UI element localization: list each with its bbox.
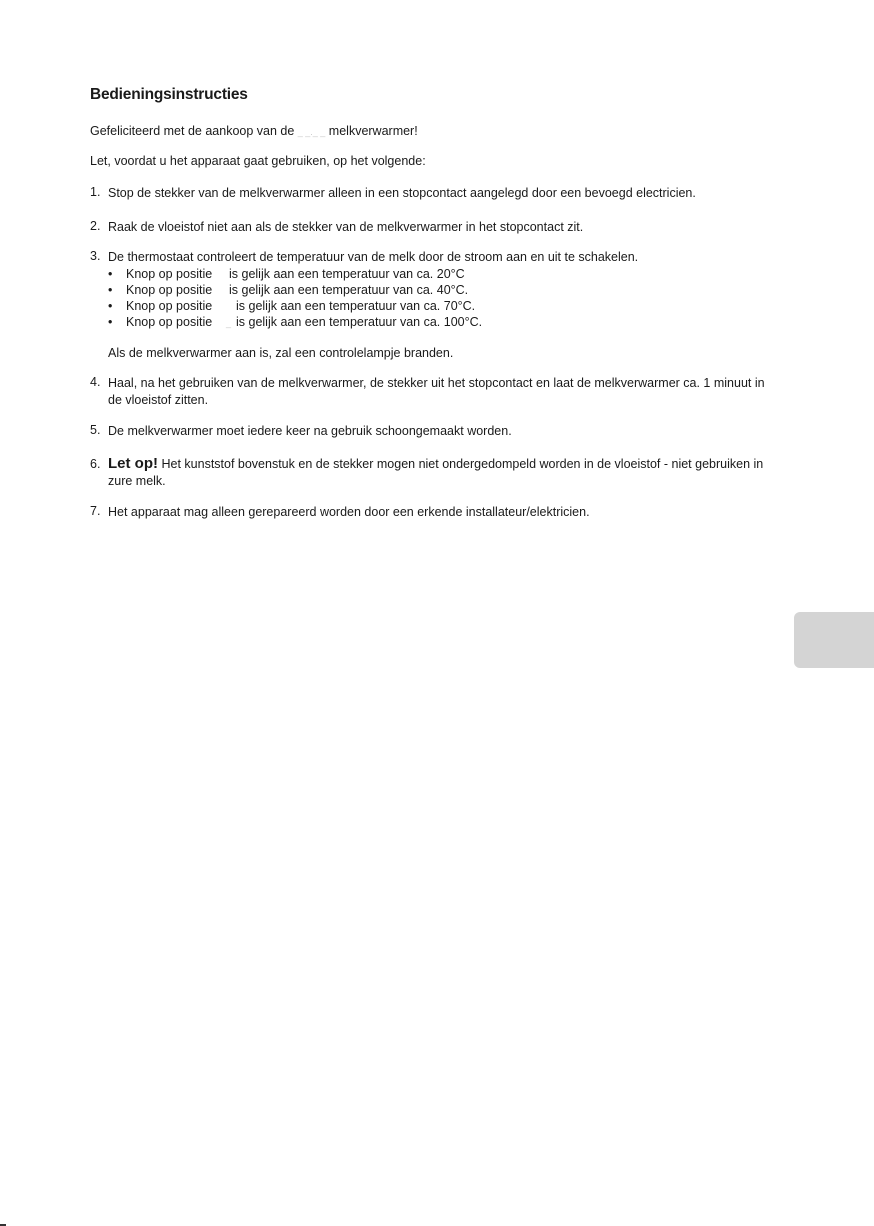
- item-number: 6.: [90, 457, 101, 471]
- bullet-icon: •: [108, 267, 113, 281]
- item-number: 3.: [90, 249, 101, 263]
- item-text: Het apparaat mag alleen gerepareerd worden door een erkende installateur/elektricien.: [108, 505, 590, 519]
- bullet-text: is gelijk aan een temperatuur van ca. 40°C.: [229, 283, 469, 297]
- bullet-icon: •: [108, 283, 113, 297]
- item-number: 4.: [90, 375, 101, 389]
- item-text: zure melk.: [108, 474, 166, 488]
- bullet-label: Knop op positie: [126, 315, 213, 329]
- item-text: Het kunststof bovenstuk en de stekker mogen niet ondergedompeld worden in de vloeistof - niet gebruiken in: [161, 457, 764, 471]
- item-text: de vloeistof zitten.: [108, 393, 209, 407]
- bullet-text: is gelijk aan een temperatuur van ca. 20°C: [229, 267, 465, 281]
- language-tab: [794, 612, 874, 668]
- item-number: 7.: [90, 504, 101, 518]
- bullet-text: is gelijk aan een temperatuur van ca. 70°C.: [236, 299, 476, 313]
- bullet-icon: •: [108, 299, 113, 313]
- bullet-label: Knop op positie: [126, 283, 213, 297]
- congrats-text-after: melkverwarmer!: [328, 124, 418, 138]
- brand-blank: _ _._ _: [297, 127, 326, 137]
- item-note: Als de melkverwarmer aan is, zal een controlelampje branden.: [108, 346, 454, 360]
- bullet-text: is gelijk aan een temperatuur van ca. 100°C.: [236, 315, 483, 329]
- item-text: Haal, na het gebruiken van de melkverwarmer, de stekker uit het stopcontact en laat de melkverwarmer ca. 1 minuut in: [108, 376, 765, 390]
- bullet-icon: •: [108, 315, 113, 329]
- congrats-line: [90, 124, 418, 138]
- item-number: 1.: [90, 185, 101, 199]
- item-text: Stop de stekker van de melkverwarmer alleen in een stopcontact aangelegd door een bevoegd electricien.: [108, 186, 696, 200]
- bullet-mark: _: [226, 318, 232, 328]
- bullet-label: Knop op positie: [126, 267, 213, 281]
- bullet-label: Knop op positie: [126, 299, 213, 313]
- item-text: De melkverwarmer moet iedere keer na gebruik schoongemaakt worden.: [108, 424, 512, 438]
- item-number: 5.: [90, 423, 101, 437]
- item-text: De thermostaat controleert de temperatuur van de melk door de stroom aan en uit te schakelen.: [108, 250, 639, 264]
- page-title: Bedieningsinstructies: [90, 86, 248, 103]
- item-text: Raak de vloeistof niet aan als de stekker van de melkverwarmer in het stopcontact zit.: [108, 220, 584, 234]
- warning-label: Let op!: [108, 455, 158, 472]
- intro-line: Let, voordat u het apparaat gaat gebruiken, op het volgende:: [90, 154, 426, 168]
- item-number: 2.: [90, 219, 101, 233]
- congrats-text-before: Gefeliciteerd met de aankoop van de: [90, 124, 295, 138]
